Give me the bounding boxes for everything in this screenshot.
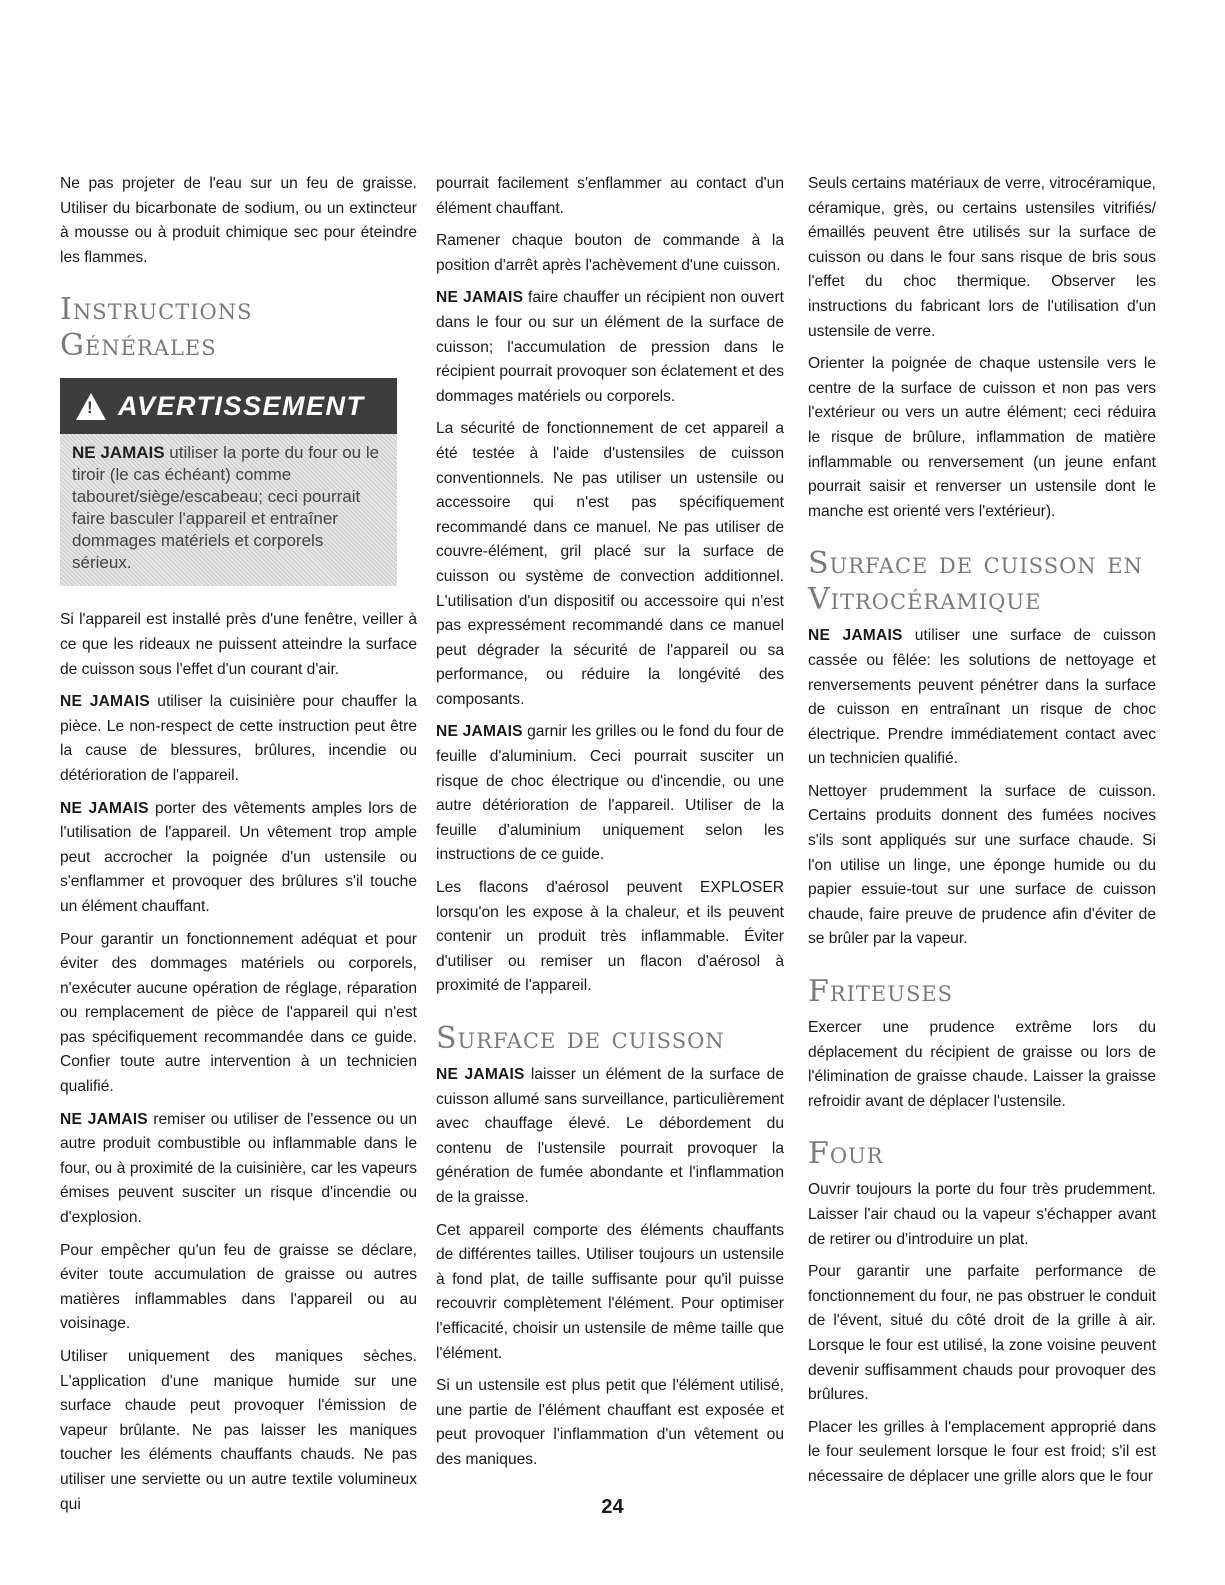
paragraph: Cet appareil comporte des éléments chauffants de différentes tailles. Utiliser toujours un ustensile à fond plat, de taille suffisante pour qu'il puisse recouvrir complètement l'élément. Pour optimiser l'efficacité, choisir un ustensile de même taille que l'élément. [436,1221,784,1362]
emphasis-lead: NE JAMAIS [60,1110,148,1128]
paragraph: Orienter la poignée de chaque ustensile vers le centre de la surface de cuisson et non pas vers l'extérieur ou vers un autre élément; ceci réduira le risque de brûlure, inflammation de matière inflammable ou renversement (un jeune enfant pourrait saisir et renverser un ustensile dont le manche est orienté vers l'extérieur). [808,355,1156,520]
paragraph-text: faire chauffer un récipient non ouvert dans le four ou sur un élément de la surface de cuisson; l'accumulation de pression dans le récipient pourrait provoquer son éclatement et des dommages matériels ou corporels. [436,289,784,405]
warning-lead: NE JAMAIS [72,443,165,463]
paragraph: Exercer une prudence extrême lors du déplacement du récipient de graisse ou lors de l'élimination de graisse chaude. Laisser la graisse refroidir avant de déplacer l'ustensile. [808,1019,1156,1110]
paragraph: Placer les grilles à l'emplacement approprié dans le four seulement lorsque le four est froid; s'il est nécessaire de déplacer une grille alors que le four [808,1418,1156,1485]
warning-header [60,378,397,434]
heading-line: Surface de cuisson en [808,546,1143,582]
section-heading-surface-cuisson: Surface de cuisson [436,1021,725,1056]
paragraph: Si l'appareil est installé près d'une fenêtre, veiller à ce que les rideaux ne puissent atteindre la surface de cuisson sous l'effet d'un courant d'air. [60,611,417,678]
paragraph: Pour empêcher qu'un feu de graisse se déclare, éviter toute accumulation de graisse ou autres matières inflammables dans l'appareil ou au voisinage. [60,1241,417,1333]
paragraph: Pour garantir une parfaite performance de fonctionnement du four, ne pas obstruer le conduit de l'évent, situé du côté droit de la grille à air. Lorsque le four est utilisé, la zone voisine peuvent devenir suffisamment chauds pour provoquer des brûlures. [808,1263,1156,1404]
paragraph: Seuls certains matériaux de verre, vitrocéramique, céramique, grès, ou certains ustensiles vitrifiés/émaillés peuvent être utilisés sur la surface de cuisson ou dans le four sans risque de bris sous l'effet du choc thermique. Observer les instructions du fabricant lors de l'utilisation d'un ustensile de verre. [808,175,1156,340]
page-number: 24 [601,1496,624,1518]
section-heading-friteuses: Friteuses [808,974,954,1010]
paragraph [436,720,784,868]
paragraph: Nettoyer prudemment la surface de cuisson. Certains produits donnent des fumées nocives s'ils sont appliqués sur une surface chaude. Si l'on utilise un linge, une éponge humide ou du papier essuie-tout sur une surface de cuisson chaude, faire preuve de prudence afin d'éviter de se brûler par la vapeur. [808,782,1156,948]
paragraph [60,797,417,920]
warning-title: AVERTISSEMENT [118,391,365,422]
heading-line: Générales [60,328,217,364]
paragraph: Si un ustensile est plus petit que l'élément utilisé, une partie de l'élément chauffant est exposée et peut provoquer l'inflammation d'un vêtement ou des maniques. [436,1377,784,1468]
emphasis-lead: NE JAMAIS [808,627,903,645]
warning-triangle-icon: ! [76,393,106,420]
paragraph-text: porter des vêtements amples lors de l'utilisation de l'appareil. Un vêtement trop ample peut accrocher la poignée d'un ustensile ou s'enflammer et provoquer des brûlures s'il touche un élément chauffant. [60,799,417,915]
paragraph [60,690,417,788]
paragraph [436,286,784,409]
paragraph-text: garnir les grilles ou le fond du four de feuille d'aluminium. Ceci pourrait susciter un risque de choc électrique ou d'incendie, ou une autre détérioration de l'appareil. Utiliser de la feuille d'aluminium uniquement selon les instructions de ce guide. [436,723,784,864]
warning-text [60,434,397,586]
emphasis-lead: NE JAMAIS [60,799,149,817]
heading-line: Instructions [60,292,253,328]
section-heading-four: Four [808,1136,884,1172]
section-heading-vitroceramique [808,546,1156,618]
paragraph: pourrait facilement s'enflammer au contact d'un élément chauffant. [436,175,784,217]
paragraph-text: utiliser la cuisinière pour chauffer la pièce. Le non-respect de cette instruction peut être la cause de blessures, brûlures, incendie ou détérioration de l'appareil. [60,693,417,784]
paragraph: Les flacons d'aérosol peuvent EXPLOSER lorsqu'on les expose à la chaleur, et ils peuvent contenir un produit très inflammable. Éviter d'utiliser ou remiser un flacon d'aérosol à proximité de l'appareil. [436,879,784,995]
paragraph-text: laisser un élément de la surface de cuisson allumé sans surveillance, particulièrement avec chauffage élevé. Le débordement du contenu de l'ustensile pourrait provoquer la génération de fumée abondante et l'inflammation de la graisse. [436,1066,784,1206]
warning-box [60,378,397,586]
emphasis-lead: NE JAMAIS [436,1066,525,1083]
paragraph-text: remiser ou utiliser de l'essence ou un autre produit combustible ou inflammable dans le four, ou à proximité de la cuisinière, car les vapeurs émises peuvent susciter un risque d'incendie ou d'explosion. [60,1110,417,1227]
paragraph: Pour garantir un fonctionnement adéquat et pour éviter des dommages matériels ou corporels, n'exécuter aucune opération de réglage, réparation ou remplacement de pièce de l'appareil qui n'est pas spécifiquement recommandée dans ce guide. Confier toute autre intervention à un technicien qualifié. [60,930,417,1096]
emphasis-lead: NE JAMAIS [436,289,524,307]
paragraph: Ramener chaque bouton de commande à la position d'arrêt après l'achèvement d'une cuisson. [436,232,784,274]
section-heading-instructions [60,292,417,364]
paragraph: Ouvrir toujours la porte du four très prudemment. Laisser l'air chaud ou la vapeur s'échapper avant de retirer ou d'introduire un plat. [808,1181,1156,1248]
emphasis-lead: NE JAMAIS [60,693,150,711]
column-middle [436,172,784,1481]
paragraph: La sécurité de fonctionnement de cet appareil a été testée à l'aide d'ustensiles de cuisson conventionnels. Ne pas utiliser un ustensile ou accessoire qui n'est pas spécifiquement recommandé dans ce manuel. Ne pas utiliser de couvre-élément, gril placé sur la surface de cuisson ou système de convection additionnel. L'utilisation d'un dispositif ou accessoire qui n'est pas expressément recommandé dans ce manuel peut dégrader la sécurité de l'appareil ou sa performance, ou réduire la longévité des composants. [436,420,784,708]
paragraph-text: utiliser une surface de cuisson cassée ou fêlée: les solutions de nettoyage et renversements peuvent pénétrer dans la surface de cuisson en entraînant un risque de choc électrique. Prendre immédiatement contact avec un technicien qualifié. [808,627,1156,768]
heading-line: Vitrocéramique [808,582,1042,618]
paragraph: Ne pas projeter de l'eau sur un feu de graisse. Utiliser du bicarbonate de sodium, ou un extincteur à mousse ou à produit chimique sec pour éteindre les flammes. [60,175,417,266]
column-left [60,172,417,1525]
paragraph [436,1063,784,1211]
emphasis-lead: NE JAMAIS [436,723,523,741]
paragraph: Utiliser uniquement des maniques sèches. L'application d'une manique humide sur une surface chaude peut provoquer l'émission de vapeur brûlante. Ne pas laisser les maniques toucher les éléments chauffants chauds. Ne pas utiliser une serviette ou un autre textile volumineux qui [60,1348,417,1513]
paragraph [60,1108,417,1231]
paragraph [808,624,1156,772]
column-right [808,172,1156,1498]
warning-body: utiliser la porte du four ou le tiroir (le cas échéant) comme tabouret/siège/escabeau; ceci pourrait faire basculer l'appareil et entraîner dommages matériels et corporels sérieux. [72,443,380,573]
